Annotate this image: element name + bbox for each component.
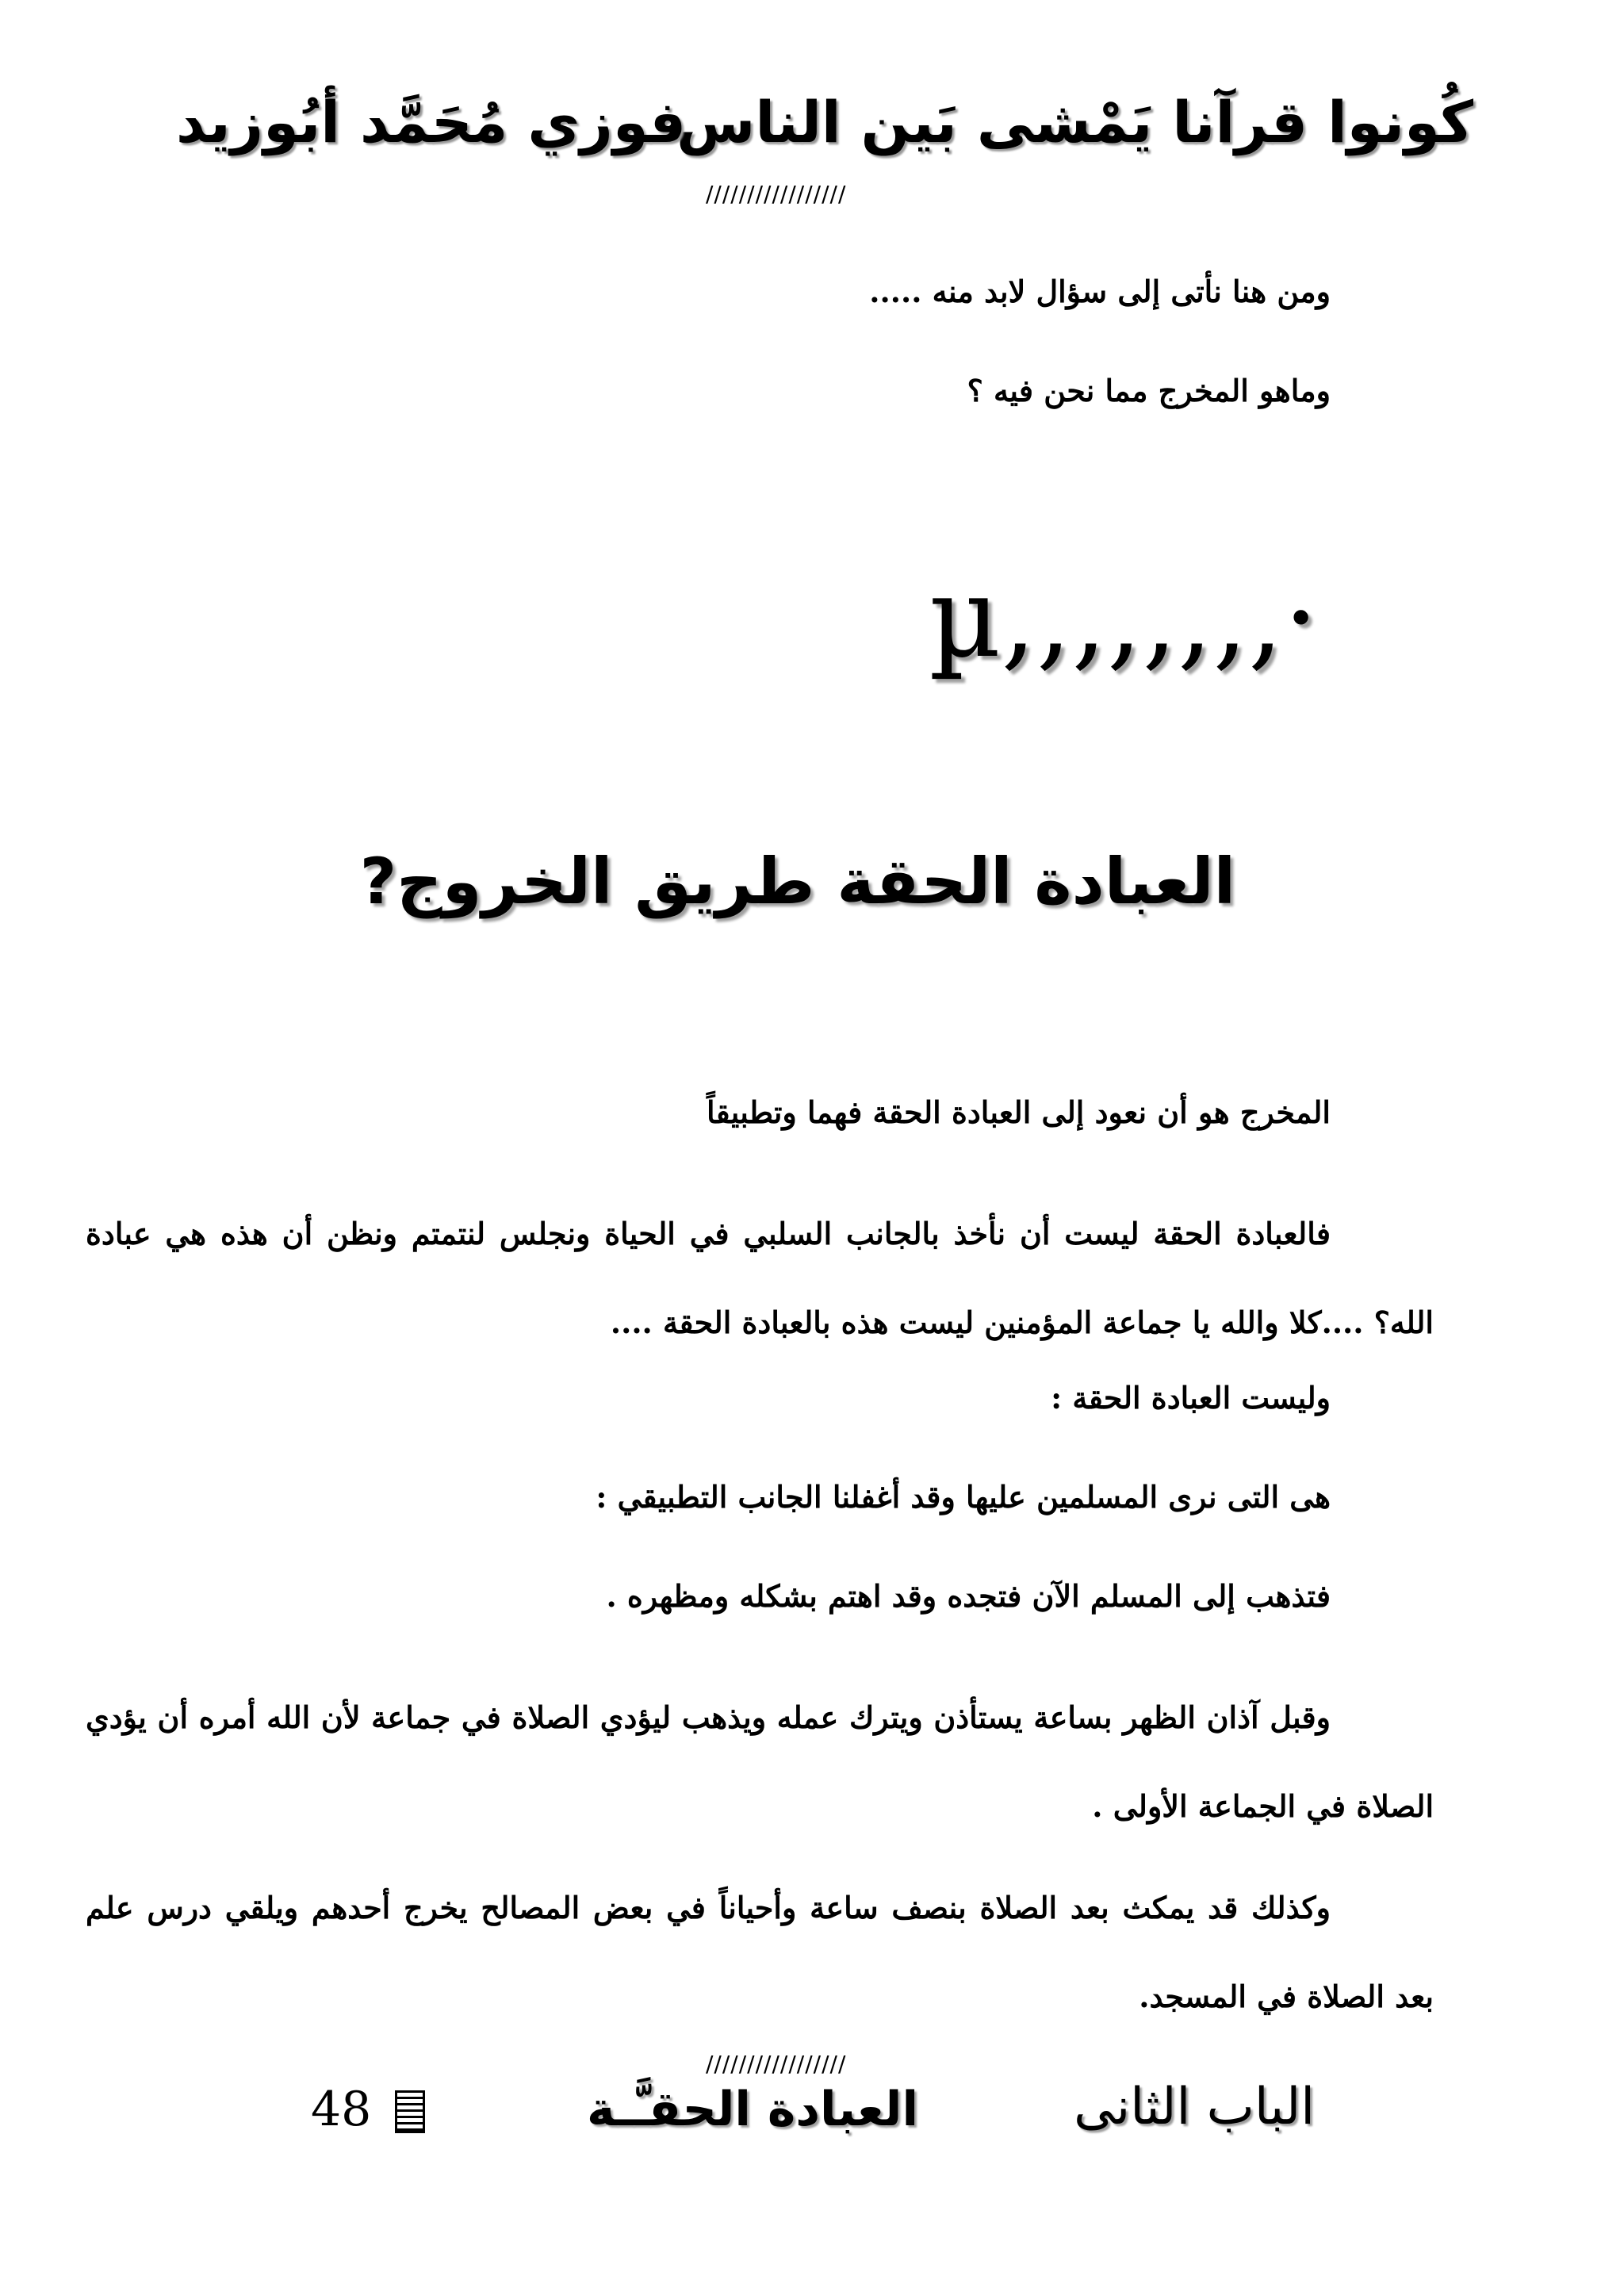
section-heading: العبادة الحقة طريق الخروج? xyxy=(359,845,1235,918)
paragraph-6: وقبل آذان الظهر بساعة يستأذن ويترك عمله ويذهب ليؤدي الصلاة في جماعة لأن الله أمره أن يؤدي الصلاة في الجماعة الأولى . xyxy=(86,1699,1434,1824)
paragraph-2: فالعبادة الحقة ليست أن نأخذ بالجانب السلبي في الحياة ونجلس لنتمتم ونظن أن هذه هي عبادة الله؟ ....كلا والله يا جماعة المؤمنين ليست هذه بالعبادة الحقة .... xyxy=(86,1216,1434,1340)
decorative-symbol: µ,,,,,,,,· xyxy=(929,554,1319,683)
intro-line-1: ومن هنا نأتى إلى سؤال لابد منه ..... xyxy=(869,274,1331,309)
header-separator: ///////////////// xyxy=(706,181,847,207)
page-icon xyxy=(395,2090,425,2133)
intro-line-2: وماهو المخرج مما نحن فيه ؟ xyxy=(967,373,1331,408)
page-number: 48 xyxy=(311,2082,372,2137)
running-header-author: فوزي مُحَمَّد أبُوزيد xyxy=(176,89,687,155)
running-header-book-title: كُونوا قرآنا يَمْشى بَين الناس xyxy=(676,89,1473,155)
footer-separator: ///////////////// xyxy=(706,2051,847,2077)
paragraph-3: وليست العبادة الحقة : xyxy=(1051,1380,1331,1416)
footer-subject: العبادة الحقـَّـة xyxy=(587,2082,919,2137)
paragraph-1: المخرج هو أن نعود إلى العبادة الحقة فهما وتطبيقاً xyxy=(706,1094,1331,1130)
paragraph-7: وكذلك قد يمكث بعد الصلاة بنصف ساعة وأحياناً في بعض المصالح يخرج أحدهم ويلقي درس علم بعد الصلاة في المسجد. xyxy=(86,1890,1434,2014)
footer-chapter: الباب الثانى xyxy=(1074,2078,1315,2136)
paragraph-4: هى التى نرى المسلمين عليها وقد أغفلنا الجانب التطبيقي : xyxy=(596,1479,1331,1515)
paragraph-5: فتذهب إلى المسلم الآن فتجده وقد اهتم بشكله ومظهره . xyxy=(606,1578,1331,1614)
